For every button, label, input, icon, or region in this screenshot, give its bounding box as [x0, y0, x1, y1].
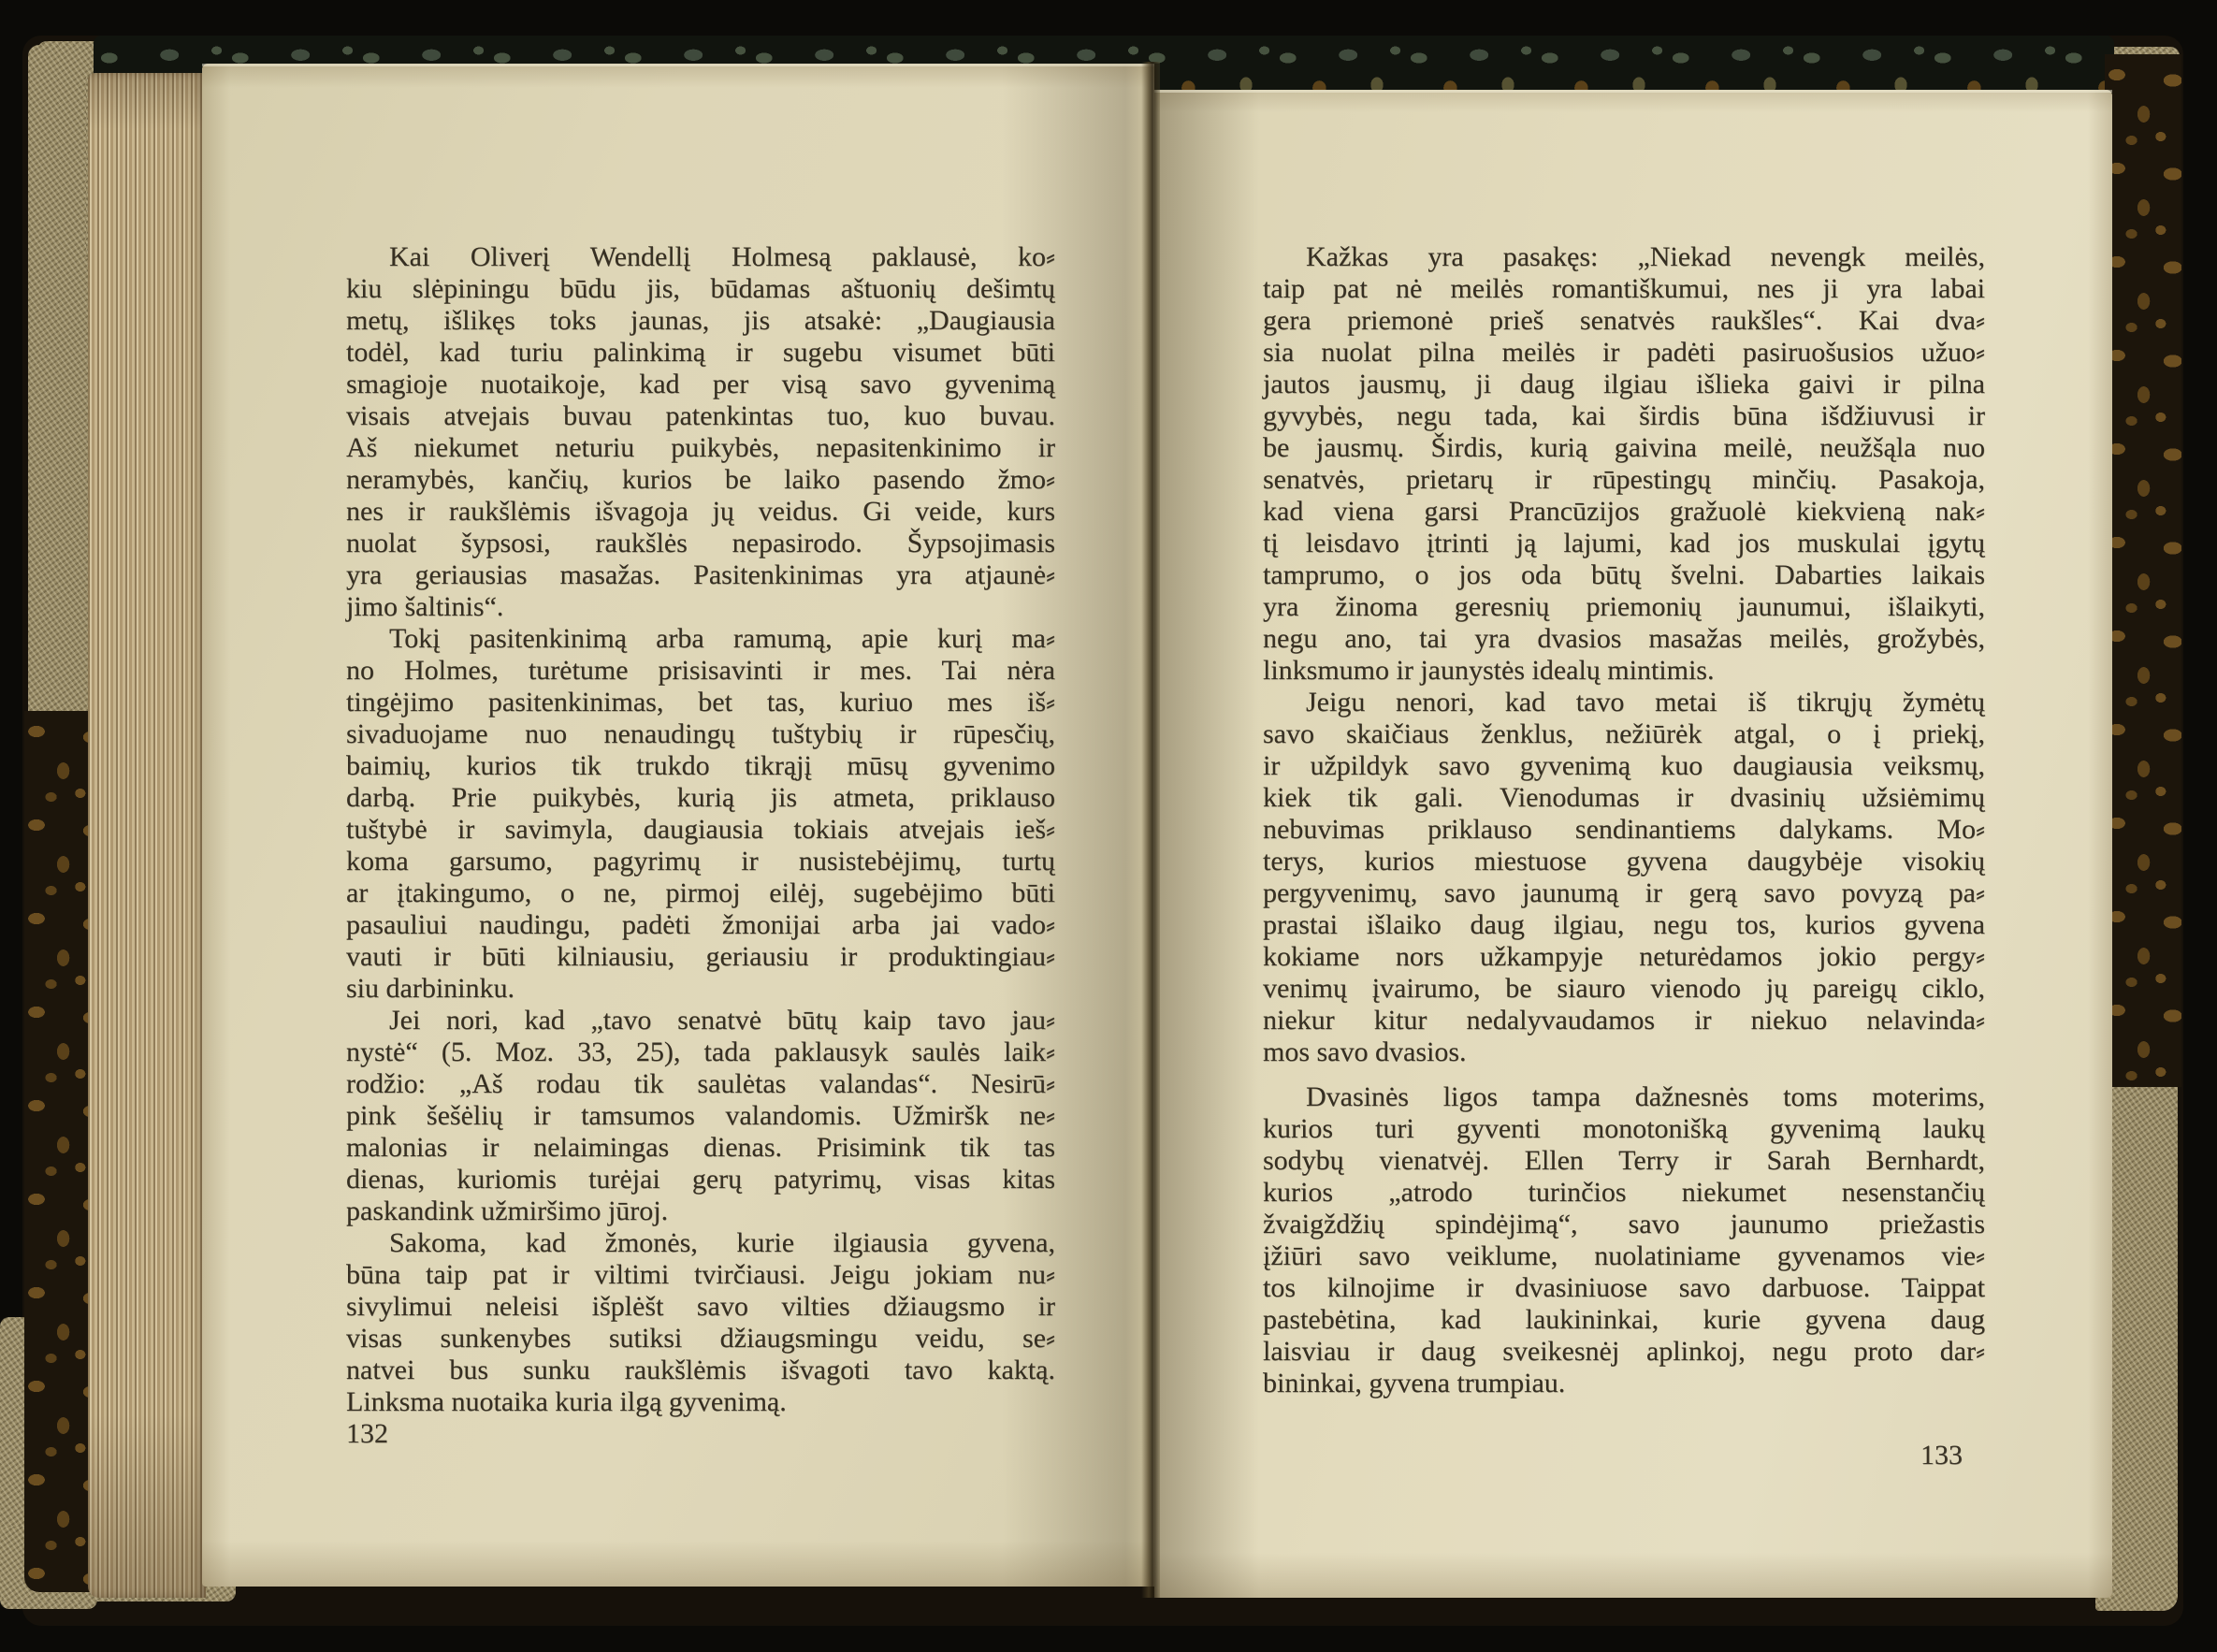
paragraph [1263, 687, 1985, 1068]
text-line: Aš niekumet neturiu puikybės, nepasitenkinimo ir [346, 432, 1055, 463]
text-line: baimių, kurios tik trukdo tikrąjį mūsų gyvenimo [346, 750, 1055, 781]
text-line: kad viena garsi Prancūzijos gražuolė kiekvieną nak⸗ [1263, 496, 1985, 527]
text-line: be jausmų. Širdis, kurią gaivina meilė, neužšąla nuo [1263, 432, 1985, 463]
text-line: no Holmes, turėtume prisisavinti ir mes. Tai nėra [346, 655, 1055, 686]
text-line: nuolat šypsosi, raukšlės nepasirodo. Šypsojimasis [346, 528, 1055, 558]
paragraph [1263, 241, 1985, 687]
text-line: prastai išlaiko daug ilgiau, negu tos, kurios gyvena [1263, 909, 1985, 940]
text-line: laisviau ir daug sveikesnėj aplinkoj, negu proto dar⸗ [1263, 1336, 1985, 1367]
book-gutter [1141, 62, 1160, 1598]
text-line: rodžio: „Aš rodau tik saulėtas valandas“. Nesirū⸗ [346, 1068, 1055, 1099]
text-line: Sakoma, kad žmonės, kurie ilgiausia gyvena, [389, 1227, 1055, 1258]
text-line: mos savo dvasios. [1263, 1036, 1467, 1067]
text-line: Linksma nuotaika kuria ilgą gyvenimą. [346, 1386, 787, 1417]
text-line: Kai Oliverį Wendellį Holmesą paklausė, ko⸗ [389, 241, 1055, 272]
page-number-right: 133 [1920, 1440, 1963, 1471]
page-number-left: 132 [346, 1418, 388, 1449]
text-line: terys, kurios miestuose gyvena daugybėje visokių [1263, 846, 1985, 877]
text-line: tingėjimo pasitenkinimas, bet tas, kuriuo mes iš⸗ [346, 687, 1055, 717]
paragraph [346, 1005, 1055, 1227]
text-line: linksmumo ir jaunystės idealų mintimis. [1263, 655, 1715, 686]
text-line: įžiūri savo veiklume, nuolatiniame gyvenamos vie⸗ [1263, 1240, 1985, 1271]
text-line: gera priemonė prieš senatvės raukšles“. Kai dva⸗ [1263, 305, 1985, 336]
text-line: yra geriausias masažas. Pasitenkinimas yra atjaunė⸗ [346, 559, 1055, 590]
text-line: pasauliui naudingu, padėti žmonijai arba jai vado⸗ [346, 909, 1055, 940]
marbled-edge-right [2105, 54, 2181, 1087]
text-line: nebuvimas priklauso sendinantiems dalykams. Mo⸗ [1263, 814, 1985, 845]
text-line: žvaigždžių spindėjimą“, savo jaunumo priežastis [1263, 1209, 1985, 1239]
text-line: pastebėtina, kad laukininkai, kurie gyvena daug [1263, 1304, 1985, 1335]
text-line: senatvės, prietarų ir rūpestingų minčių. Pasakoja, [1263, 464, 1985, 495]
text-line: negu ano, tai yra dvasios masažas meilės, grožybės, [1263, 623, 1985, 654]
text-line: tos kilnojime ir dvasiniuose savo darbuose. Taippat [1263, 1272, 1985, 1303]
paragraph [346, 623, 1055, 1005]
text-line: bininkai, gyvena trumpiau. [1263, 1368, 1566, 1398]
paragraph [346, 241, 1055, 623]
left-page [202, 64, 1154, 1587]
text-line: Kažkas yra pasakęs: „Niekad nevengk meilės, [1306, 241, 1985, 272]
text-line: kurios turi gyventi monotonišką gyvenimą laukų [1263, 1113, 1985, 1144]
text-line: jimo šaltinis“. [346, 591, 504, 622]
text-line: pergyvenimų, savo jaunumą ir gerą savo povyzą pa⸗ [1263, 877, 1985, 908]
text-line: sodybų vienatvėj. Ellen Terry ir Sarah Bernhardt, [1263, 1145, 1985, 1176]
text-line: metų, išlikęs toks jaunas, jis atsakė: „Daugiausia [346, 305, 1055, 336]
text-line: malonias ir nelaimingas dienas. Prisimink tik tas [346, 1132, 1055, 1163]
page-fore-edge-stack [88, 73, 206, 1598]
text-line: kokiame nors užkampyje neturėdamos jokio pergy⸗ [1263, 941, 1985, 972]
text-line: Jei nori, kad „tavo senatvė būtų kaip tavo jau⸗ [389, 1005, 1055, 1036]
text-line: koma garsumo, pagyrimų ir nusistebėjimų, turtų [346, 846, 1055, 877]
text-line: sivaduojame nuo nenaudingų tuštybių ir rūpesčių, [346, 718, 1055, 749]
text-line: Dvasinės ligos tampa dažnesnės toms moterims, [1306, 1081, 1985, 1112]
text-line: dienas, kuriomis turėjai gerų patyrimų, visas kitas [346, 1164, 1055, 1195]
right-page-text [1263, 241, 1985, 1399]
text-line: smagioje nuotaikoje, kad per visą savo gyvenimą [346, 369, 1055, 399]
text-line: sivylimui neleisi išplėšt savo vilties džiaugsmo ir [346, 1291, 1055, 1322]
text-line: visas sunkenybes sutiksi džiaugsmingu veidu, se⸗ [346, 1323, 1055, 1354]
text-line: savo skaičiaus ženklus, nežiūrėk atgal, o į priekį, [1263, 718, 1985, 749]
text-line: neramybės, kančių, kurios be laiko pasendo žmo⸗ [346, 464, 1055, 495]
text-line: jautos jausmų, ji daug ilgiau išlieka gaivi ir pilna [1263, 369, 1985, 399]
text-line: sia nuolat pilna meilės ir padėti pasiruošusios užuo⸗ [1263, 337, 1985, 368]
text-line: kurios „atrodo turinčios niekumet nesenstančių [1263, 1177, 1985, 1208]
text-line: kiu slėpiningu būdu jis, būdamas aštuonių dešimtų [346, 273, 1055, 304]
left-page-text [346, 241, 1055, 1418]
text-line: nes ir raukšlėmis išvagoja jų veidus. Gi veide, kurs [346, 496, 1055, 527]
text-line: paskandink užmiršimo jūroj. [346, 1196, 669, 1226]
text-line: nystė“ (5. Moz. 33, 25), tada paklausyk saulės laik⸗ [346, 1036, 1055, 1067]
paragraph [1263, 1081, 1985, 1399]
text-line: darbą. Prie puikybės, kurią jis atmeta, priklauso [346, 782, 1055, 813]
text-line: Jeigu nenori, kad tavo metai iš tikrųjų žymėtų [1306, 687, 1985, 717]
text-line: todėl, kad turiu palinkimą ir sugebu visumet būti [346, 337, 1055, 368]
text-line: tamprumo, o jos oda būtų švelni. Dabarties laikais [1263, 559, 1985, 590]
text-line: siu darbininku. [346, 973, 514, 1004]
text-line: ar įtakingumo, o ne, pirmoj eilėj, sugebėjimo būti [346, 877, 1055, 908]
text-line: natvei bus sunku raukšlėmis išvagoti tavo kaktą. [346, 1355, 1055, 1385]
right-page [1154, 90, 2112, 1598]
paragraph [346, 1227, 1055, 1418]
text-line: ir užpildyk savo gyvenimą kuo daugiausia veiksmų, [1263, 750, 1985, 781]
text-line: pink šešėlių ir tamsumos valandomis. Užmiršk ne⸗ [346, 1100, 1055, 1131]
text-line: tuštybė ir savimyla, daugiausia tokiais atvejais ieš⸗ [346, 814, 1055, 845]
text-line: vauti ir būti kilniausiu, geriausiu ir produktingiau⸗ [346, 941, 1055, 972]
text-line: venimų įvairumo, be siauro vienodo jų pareigų ciklo, [1263, 973, 1985, 1004]
text-line: tį leisdavo įtrinti ją lajumi, kad jos muskulai įgytų [1263, 528, 1985, 558]
text-line: yra žinoma geresnių priemonių jaunumui, išlaikyti, [1263, 591, 1985, 622]
text-line: Tokį pasitenkinimą arba ramumą, apie kurį ma⸗ [389, 623, 1055, 654]
text-line: niekur kitur nedalyvaudamos ir niekuo nelavinda⸗ [1263, 1005, 1985, 1036]
text-line: kiek tik gali. Vienodumas ir dvasinių užsiėmimų [1263, 782, 1985, 813]
text-line: taip pat nė meilės romantiškumui, nes ji yra labai [1263, 273, 1985, 304]
text-line: būna taip pat ir viltimi tvirčiausi. Jeigu jokiam nu⸗ [346, 1259, 1055, 1290]
text-line: gyvybės, negu tada, kai širdis būna išdžiuvusi ir [1263, 400, 1985, 431]
text-line: visais atvejais buvau patenkintas tuo, kuo buvau. [346, 400, 1055, 431]
